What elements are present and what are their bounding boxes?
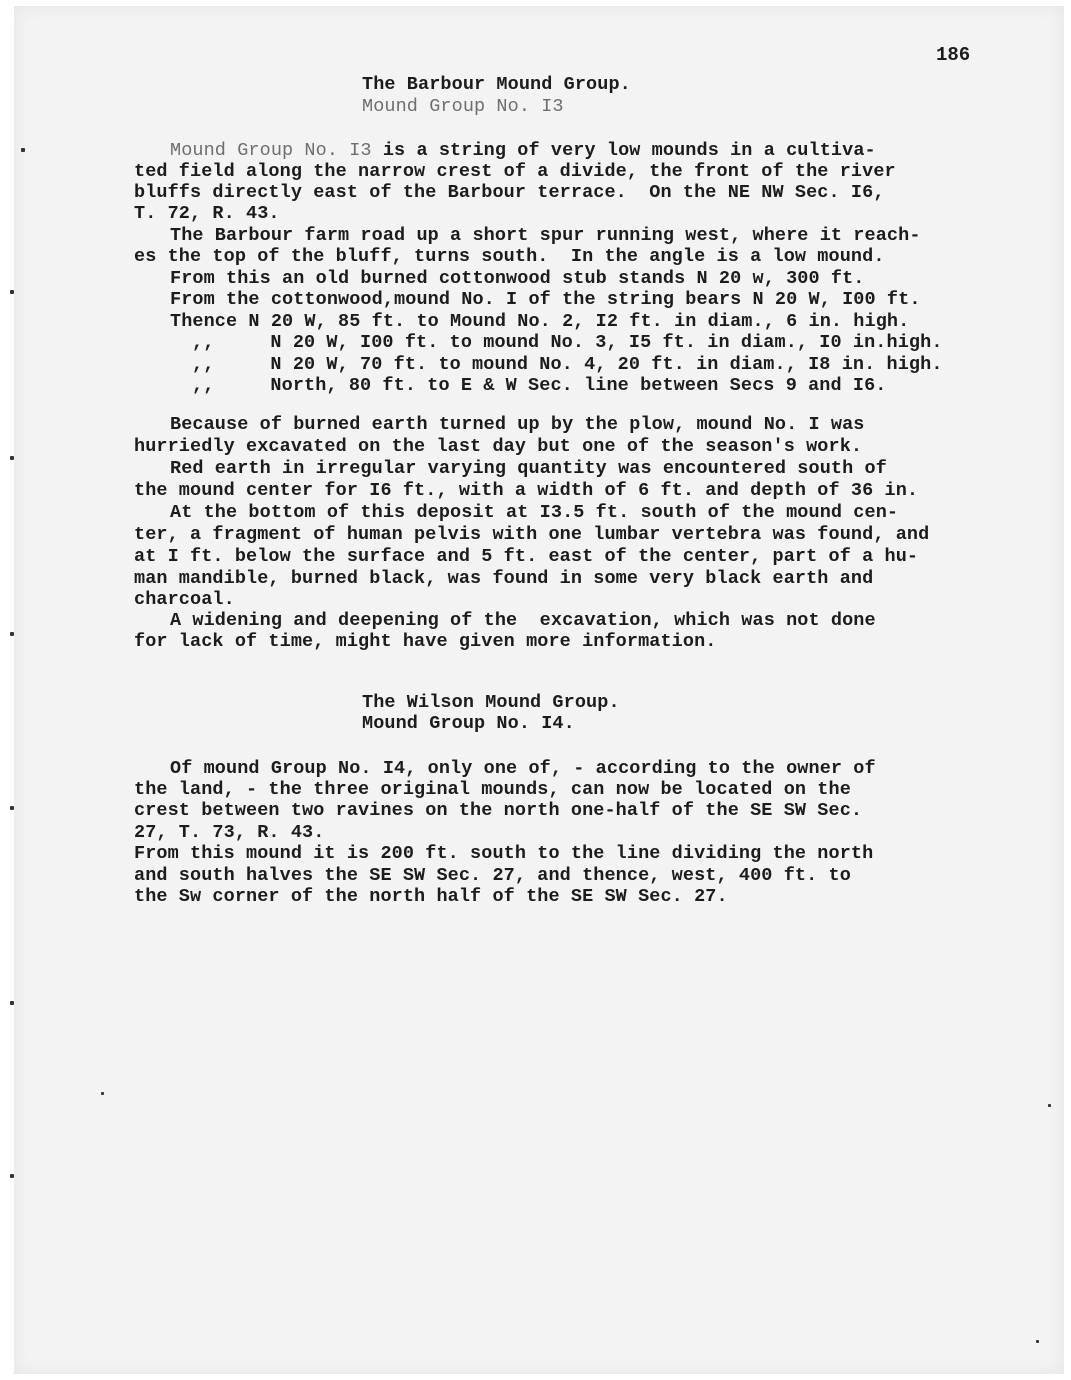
- text-line: bluffs directly east of the Barbour terrace. On the NE NW Sec. I6,: [134, 182, 885, 203]
- margin-mark: [21, 148, 25, 152]
- text-line: [170, 140, 876, 162]
- margin-mark: [1048, 1104, 1051, 1107]
- margin-mark: [10, 1174, 14, 1178]
- text-line: A widening and deepening of the excavation, which was not done: [170, 610, 876, 631]
- text-line: the mound center for I6 ft., with a width of 6 ft. and depth of 36 in.: [134, 480, 919, 501]
- text-line: 27, T. 73, R. 43.: [134, 822, 325, 843]
- margin-mark: [101, 1092, 104, 1095]
- text-line: Thence N 20 W, 85 ft. to Mound No. 2, I2 ft. in diam., 6 in. high.: [170, 311, 910, 332]
- text-line: The Barbour farm road up a short spur running west, where it reach-: [170, 225, 921, 246]
- text-line: hurriedly excavated on the last day but one of the season's work.: [134, 436, 863, 457]
- text-line: es the top of the bluff, turns south. In the angle is a low mound.: [134, 246, 885, 267]
- page-number: 186: [936, 44, 971, 66]
- margin-mark: [10, 456, 14, 460]
- text-line: charcoal.: [134, 589, 235, 610]
- margin-mark: [10, 290, 14, 294]
- text-line: for lack of time, might have given more information.: [134, 631, 717, 652]
- text-line: ,, North, 80 ft. to E & W Sec. line between Secs 9 and I6.: [192, 375, 887, 396]
- section-title: The Wilson Mound Group.: [362, 692, 620, 713]
- margin-mark: [10, 806, 14, 810]
- section-subtitle: Mound Group No. I4.: [362, 713, 575, 734]
- text-line: Because of burned earth turned up by the plow, mound No. I was: [170, 414, 865, 435]
- text-line: crest between two ravines on the north one-half of the SE SW Sec.: [134, 800, 863, 821]
- text-line: From this an old burned cottonwood stub stands N 20 w, 300 ft.: [170, 268, 865, 289]
- section-subtitle: Mound Group No. I3: [362, 96, 564, 117]
- text-line: at I ft. below the surface and 5 ft. east of the center, part of a hu-: [134, 546, 919, 567]
- text-line: T. 72, R. 43.: [134, 203, 280, 224]
- text-line: At the bottom of this deposit at I3.5 ft. south of the mound cen-: [170, 502, 899, 523]
- text-line: and south halves the SE SW Sec. 27, and thence, west, 400 ft. to: [134, 865, 851, 886]
- text-line: Red earth in irregular varying quantity was encountered south of: [170, 458, 887, 479]
- text-line: the land, - the three original mounds, can now be located on the: [134, 779, 851, 800]
- margin-mark: [1036, 1340, 1039, 1343]
- text-line: the Sw corner of the north half of the SE SW Sec. 27.: [134, 886, 728, 907]
- text-line-rest: is a string of very low mounds in a cultiva-: [371, 140, 876, 161]
- faded-text: Mound Group No. I3: [170, 140, 372, 161]
- margin-mark: [10, 632, 14, 636]
- text-line: From the cottonwood,mound No. I of the string bears N 20 W, I00 ft.: [170, 289, 921, 310]
- margin-mark: [10, 1001, 14, 1005]
- text-line: man mandible, burned black, was found in some very black earth and: [134, 568, 874, 589]
- text-line: ter, a fragment of human pelvis with one lumbar vertebra was found, and: [134, 524, 930, 545]
- section-title: The Barbour Mound Group.: [362, 74, 631, 95]
- text-line: ,, N 20 W, I00 ft. to mound No. 3, I5 ft. in diam., I0 in.high.: [192, 332, 943, 353]
- text-line: Of mound Group No. I4, only one of, - according to the owner of: [170, 758, 876, 779]
- text-line: ted field along the narrow crest of a divide, the front of the river: [134, 161, 896, 182]
- text-line: ,, N 20 W, 70 ft. to mound No. 4, 20 ft. in diam., I8 in. high.: [192, 354, 943, 375]
- text-line: From this mound it is 200 ft. south to the line dividing the north: [134, 843, 874, 864]
